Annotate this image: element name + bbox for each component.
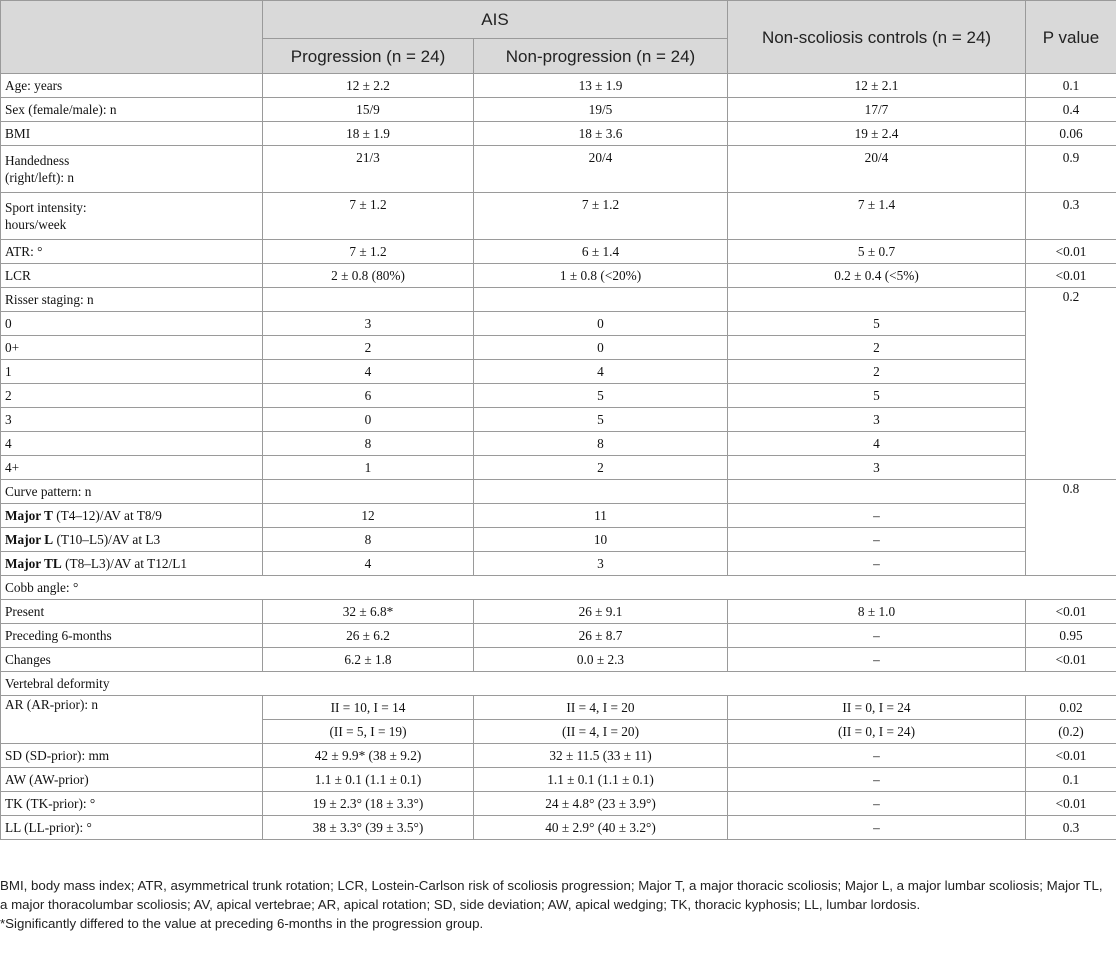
- cell-p-value: 0.8: [1026, 480, 1116, 576]
- cell-non-progression: 1.1 ± 0.1 (1.1 ± 0.1): [474, 768, 728, 792]
- row-label: AR (AR-prior): n: [1, 696, 263, 744]
- cell-progression: 32 ± 6.8*: [263, 600, 474, 624]
- cell-controls: –: [728, 648, 1026, 672]
- row-label-rest: (T8–L3)/AV at T12/L1: [61, 556, 187, 571]
- cell-non-progression: 20/4: [474, 146, 728, 193]
- cell-non-progression: 10: [474, 528, 728, 552]
- table-row-curve: [1, 528, 1116, 552]
- cell-progression: (II = 5, I = 19): [263, 720, 474, 744]
- cell-progression: 19 ± 2.3° (18 ± 3.3°): [263, 792, 474, 816]
- row-label: 1: [1, 360, 263, 384]
- cell-non-progression: 0.0 ± 2.3: [474, 648, 728, 672]
- cell-progression: 2 ± 0.8 (80%): [263, 264, 474, 288]
- cell-controls: 7 ± 1.4: [728, 193, 1026, 240]
- cell-non-progression: 3: [474, 552, 728, 576]
- cell-empty: [474, 480, 728, 504]
- row-label: Age: years: [1, 74, 263, 98]
- row-label-line2: hours/week: [5, 217, 67, 232]
- cell-p-value: 0.95: [1026, 624, 1116, 648]
- cell-progression: 21/3: [263, 146, 474, 193]
- row-label: Changes: [1, 648, 263, 672]
- table-row-vertebral-header: [1, 672, 1116, 696]
- table-row-curve-header: [1, 480, 1116, 504]
- cell-controls: 3: [728, 408, 1026, 432]
- table-row-risser-header: [1, 288, 1116, 312]
- cell-non-progression: 7 ± 1.2: [474, 193, 728, 240]
- cell-progression: 1.1 ± 0.1 (1.1 ± 0.1): [263, 768, 474, 792]
- row-label: SD (SD-prior): mm: [1, 744, 263, 768]
- row-label: 2: [1, 384, 263, 408]
- cell-progression: 4: [263, 360, 474, 384]
- table-row-bmi: [1, 122, 1116, 146]
- row-label-line1: Handedness: [5, 153, 70, 168]
- cell-controls: –: [728, 816, 1026, 840]
- table-row-vertebral: [1, 816, 1116, 840]
- cell-controls: 2: [728, 360, 1026, 384]
- cell-controls: 19 ± 2.4: [728, 122, 1026, 146]
- cell-non-progression: 6 ± 1.4: [474, 240, 728, 264]
- table-row-vertebral: [1, 744, 1116, 768]
- cell-non-progression: 11: [474, 504, 728, 528]
- row-label: ATR: °: [1, 240, 263, 264]
- cell-progression: 26 ± 6.2: [263, 624, 474, 648]
- cell-controls: –: [728, 624, 1026, 648]
- table-row-sport: [1, 193, 1116, 240]
- table-row-sex: [1, 98, 1116, 122]
- cell-controls: 5 ± 0.7: [728, 240, 1026, 264]
- cell-p-value: 0.2: [1026, 288, 1116, 480]
- table-row-cobb: [1, 624, 1116, 648]
- asterisk-note: *Significantly differed to the value at preceding 6-months in the progression group.: [0, 916, 484, 931]
- section-label: Cobb angle: °: [1, 576, 1116, 600]
- cell-controls: –: [728, 504, 1026, 528]
- cell-progression: 0: [263, 408, 474, 432]
- cell-p-value: <0.01: [1026, 648, 1116, 672]
- cell-progression: 12 ± 2.2: [263, 74, 474, 98]
- cell-p-value: <0.01: [1026, 792, 1116, 816]
- cell-p-value: 0.02: [1026, 696, 1116, 720]
- table-row-lcr: [1, 264, 1116, 288]
- table-row-curve: [1, 504, 1116, 528]
- section-label: Vertebral deformity: [1, 672, 1116, 696]
- cell-p-value: 0.3: [1026, 193, 1116, 240]
- cell-non-progression: 19/5: [474, 98, 728, 122]
- cell-non-progression: 0: [474, 312, 728, 336]
- cell-non-progression: 5: [474, 408, 728, 432]
- cell-non-progression: II = 4, I = 20: [474, 696, 728, 720]
- row-label-rest: (T4–12)/AV at T8/9: [52, 508, 162, 523]
- cell-controls: 17/7: [728, 98, 1026, 122]
- cell-p-value: <0.01: [1026, 600, 1116, 624]
- row-label-bold: Major T: [5, 508, 53, 523]
- cell-controls: –: [728, 528, 1026, 552]
- row-label: LCR: [1, 264, 263, 288]
- row-label-line2: (right/left): n: [5, 170, 75, 185]
- row-label: [1, 528, 263, 552]
- cell-progression: 38 ± 3.3° (39 ± 3.5°): [263, 816, 474, 840]
- table-footnote: [0, 876, 1108, 933]
- row-label: Risser staging: n: [1, 288, 263, 312]
- cell-empty: [728, 288, 1026, 312]
- cell-progression: 7 ± 1.2: [263, 240, 474, 264]
- cell-controls: 5: [728, 312, 1026, 336]
- row-label-bold: Major L: [5, 532, 54, 547]
- row-label: 3: [1, 408, 263, 432]
- cell-progression: 12: [263, 504, 474, 528]
- cell-progression: 8: [263, 528, 474, 552]
- row-label: [1, 193, 263, 240]
- row-label: 4+: [1, 456, 263, 480]
- cell-progression: 2: [263, 336, 474, 360]
- cell-controls: –: [728, 744, 1026, 768]
- table-row-risser: [1, 408, 1116, 432]
- row-label: Curve pattern: n: [1, 480, 263, 504]
- row-label-bold: Major TL: [5, 556, 62, 571]
- cell-progression: 3: [263, 312, 474, 336]
- table-row-vertebral: [1, 768, 1116, 792]
- cell-p-value: <0.01: [1026, 744, 1116, 768]
- row-label: Preceding 6-months: [1, 624, 263, 648]
- table-row-risser: [1, 360, 1116, 384]
- table-row-risser: [1, 384, 1116, 408]
- cell-non-progression: 18 ± 3.6: [474, 122, 728, 146]
- cell-p-value: 0.3: [1026, 816, 1116, 840]
- cell-controls: –: [728, 552, 1026, 576]
- row-label: [1, 552, 263, 576]
- cell-controls: 12 ± 2.1: [728, 74, 1026, 98]
- cell-non-progression: (II = 4, I = 20): [474, 720, 728, 744]
- cell-non-progression: 4: [474, 360, 728, 384]
- cell-p-value: 0.9: [1026, 146, 1116, 193]
- cell-p-value: 0.06: [1026, 122, 1116, 146]
- cell-controls: –: [728, 792, 1026, 816]
- cell-empty: [263, 288, 474, 312]
- table-row-atr: [1, 240, 1116, 264]
- table-row-vertebral: [1, 792, 1116, 816]
- cell-non-progression: 8: [474, 432, 728, 456]
- row-label: LL (LL-prior): °: [1, 816, 263, 840]
- cell-progression: 6.2 ± 1.8: [263, 648, 474, 672]
- cell-non-progression: 26 ± 8.7: [474, 624, 728, 648]
- cell-progression: 7 ± 1.2: [263, 193, 474, 240]
- cell-controls: 20/4: [728, 146, 1026, 193]
- cell-progression: 1: [263, 456, 474, 480]
- table-row-ar: [1, 696, 1116, 720]
- table-row-age: [1, 74, 1116, 98]
- cell-non-progression: 0: [474, 336, 728, 360]
- row-label: Sex (female/male): n: [1, 98, 263, 122]
- cell-empty: [263, 480, 474, 504]
- cell-p-value: 0.4: [1026, 98, 1116, 122]
- abbreviations-note: BMI, body mass index; ATR, asymmetrical trunk rotation; LCR, Lostein-Carlson risk of scoliosis progression; Major T, a major thoracic scoliosis; Major L, a major lumbar scoliosis; Major TL, a major thoracolumbar scoliosis; AV, apical vertebrae; AR, apical rotation; SD, side deviation; AW, apical wedging; TK, thoracic kyphosis; LL, lumbar lordosis.: [0, 878, 1103, 912]
- cell-p-value: (0.2): [1026, 720, 1116, 744]
- table-row-cobb-header: [1, 576, 1116, 600]
- cell-non-progression: 40 ± 2.9° (40 ± 3.2°): [474, 816, 728, 840]
- row-label: 0+: [1, 336, 263, 360]
- table-row-cobb: [1, 600, 1116, 624]
- row-label: 4: [1, 432, 263, 456]
- cell-empty: [728, 480, 1026, 504]
- cell-non-progression: 13 ± 1.9: [474, 74, 728, 98]
- cell-progression: 42 ± 9.9* (38 ± 9.2): [263, 744, 474, 768]
- cell-controls: (II = 0, I = 24): [728, 720, 1026, 744]
- cell-controls: 8 ± 1.0: [728, 600, 1026, 624]
- header-p-value: P value: [1026, 1, 1116, 74]
- cell-progression: II = 10, I = 14: [263, 696, 474, 720]
- cell-non-progression: 2: [474, 456, 728, 480]
- cell-non-progression: 24 ± 4.8° (23 ± 3.9°): [474, 792, 728, 816]
- header-progression: Progression (n = 24): [263, 39, 474, 74]
- cell-p-value: 0.1: [1026, 74, 1116, 98]
- cell-non-progression: 1 ± 0.8 (<20%): [474, 264, 728, 288]
- cell-empty: [474, 288, 728, 312]
- header-ais: AIS: [263, 1, 728, 39]
- table-row-risser: [1, 312, 1116, 336]
- header-non-progression: Non-progression (n = 24): [474, 39, 728, 74]
- row-label: [1, 504, 263, 528]
- row-label: AW (AW-prior): [1, 768, 263, 792]
- header-controls: Non-scoliosis controls (n = 24): [728, 1, 1026, 74]
- cell-p-value: 0.1: [1026, 768, 1116, 792]
- table-row-risser: [1, 336, 1116, 360]
- cell-controls: 3: [728, 456, 1026, 480]
- cell-controls: 4: [728, 432, 1026, 456]
- table-row-risser: [1, 432, 1116, 456]
- row-label: TK (TK-prior): °: [1, 792, 263, 816]
- cell-controls: 5: [728, 384, 1026, 408]
- table-row-cobb: [1, 648, 1116, 672]
- cell-progression: 4: [263, 552, 474, 576]
- cell-controls: 2: [728, 336, 1026, 360]
- cell-p-value: <0.01: [1026, 264, 1116, 288]
- cell-progression: 15/9: [263, 98, 474, 122]
- table-row-handedness: [1, 146, 1116, 193]
- cell-non-progression: 26 ± 9.1: [474, 600, 728, 624]
- cell-non-progression: 32 ± 11.5 (33 ± 11): [474, 744, 728, 768]
- row-label-rest: (T10–L5)/AV at L3: [53, 532, 161, 547]
- cell-progression: 8: [263, 432, 474, 456]
- row-label: Present: [1, 600, 263, 624]
- table-row-risser: [1, 456, 1116, 480]
- cell-controls: 0.2 ± 0.4 (<5%): [728, 264, 1026, 288]
- row-label: [1, 146, 263, 193]
- row-label-line1: Sport intensity:: [5, 200, 87, 215]
- cell-controls: II = 0, I = 24: [728, 696, 1026, 720]
- row-label: BMI: [1, 122, 263, 146]
- table-row-curve: [1, 552, 1116, 576]
- cell-non-progression: 5: [474, 384, 728, 408]
- cell-controls: –: [728, 768, 1026, 792]
- cell-p-value: <0.01: [1026, 240, 1116, 264]
- cell-progression: 18 ± 1.9: [263, 122, 474, 146]
- row-label: 0: [1, 312, 263, 336]
- cell-progression: 6: [263, 384, 474, 408]
- header-empty-cell: [1, 1, 263, 74]
